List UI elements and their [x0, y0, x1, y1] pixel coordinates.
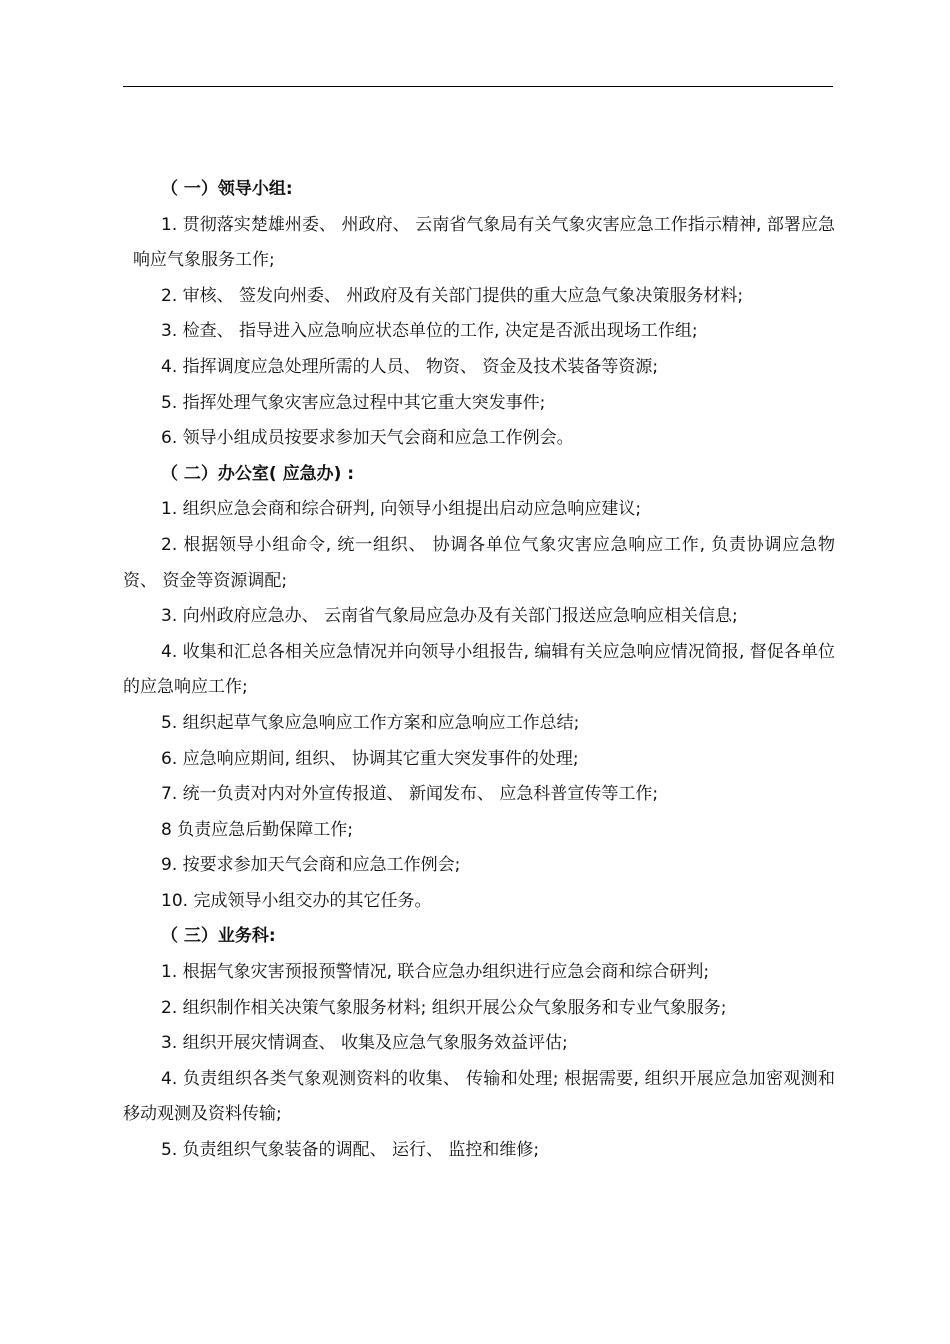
list-item: 2. 组织制作相关决策气象服务材料; 组织开展公众气象服务和专业气象服务;: [161, 997, 727, 1018]
list-item: 10. 完成领导小组交办的其它任务。: [161, 890, 432, 911]
section-heading: （ 二）办公室( 应急办) :: [161, 463, 355, 484]
list-item: 6. 应急响应期间, 组织、 协调其它重大突发事件的处理;: [161, 748, 579, 769]
list-item: 9. 按要求参加天气会商和应急工作例会;: [161, 855, 461, 876]
list-item: 3. 检查、 指导进入应急响应状态单位的工作, 决定是否派出现场工作组;: [161, 321, 698, 342]
section-leadership-group: [123, 172, 835, 457]
section-heading: （ 三）业务科:: [161, 926, 276, 947]
list-item: 1. 组织应急会商和综合研判, 向领导小组提出启动应急响应建议;: [161, 499, 642, 520]
list-item: 7. 统一负责对内对外宣传报道、 新闻发布、 应急科普宣传等工作;: [161, 784, 659, 805]
section-office: [123, 457, 835, 920]
section-business-department: [123, 919, 835, 1168]
list-item: 4. 指挥调度应急处理所需的人员、 物资、 资金及技术装备等资源;: [161, 356, 659, 377]
list-item: 6. 领导小组成员按要求参加天气会商和应急工作例会。: [161, 428, 574, 449]
list-item: 5. 组织起草气象应急响应工作方案和应急响应工作总结;: [161, 712, 580, 733]
list-item: 5. 指挥处理气象灾害应急过程中其它重大突发事件;: [161, 392, 546, 413]
list-item: 5. 负责组织气象装备的调配、 运行、 监控和维修;: [161, 1140, 540, 1161]
document-body: [123, 172, 835, 1169]
list-item: 2. 根据领导小组命令, 统一组织、 协调各单位气象灾害应急响应工作, 负责协调应急物资、 资金等资源调配;: [123, 534, 835, 591]
list-item: 4. 收集和汇总各相关应急情况并向领导小组报告, 编辑有关应急响应情况简报, 督促各单位的应急响应工作;: [123, 641, 835, 698]
list-item: 1. 根据气象灾害预报预警情况, 联合应急办组织进行应急会商和综合研判;: [161, 962, 710, 983]
list-item: 4. 负责组织各类气象观测资料的收集、 传输和处理; 根据需要, 组织开展应急加密观测和移动观测及资料传输;: [123, 1068, 835, 1125]
list-item: 2. 审核、 签发向州委、 州政府及有关部门提供的重大应急气象决策服务材料;: [161, 285, 744, 306]
list-item: 1. 贯彻落实楚雄州委、 州政府、 云南省气象局有关气象灾害应急工作指示精神, 部署应急响应气象服务工作;: [133, 214, 835, 271]
section-heading: （ 一）领导小组:: [161, 179, 293, 199]
header-rule: [123, 86, 833, 87]
list-item: 3. 向州政府应急办、 云南省气象局应急办及有关部门报送应急响应相关信息;: [161, 606, 738, 627]
list-item: 3. 组织开展灾情调查、 收集及应急气象服务效益评估;: [161, 1033, 568, 1054]
list-item: 8 负责应急后勤保障工作;: [161, 819, 353, 840]
